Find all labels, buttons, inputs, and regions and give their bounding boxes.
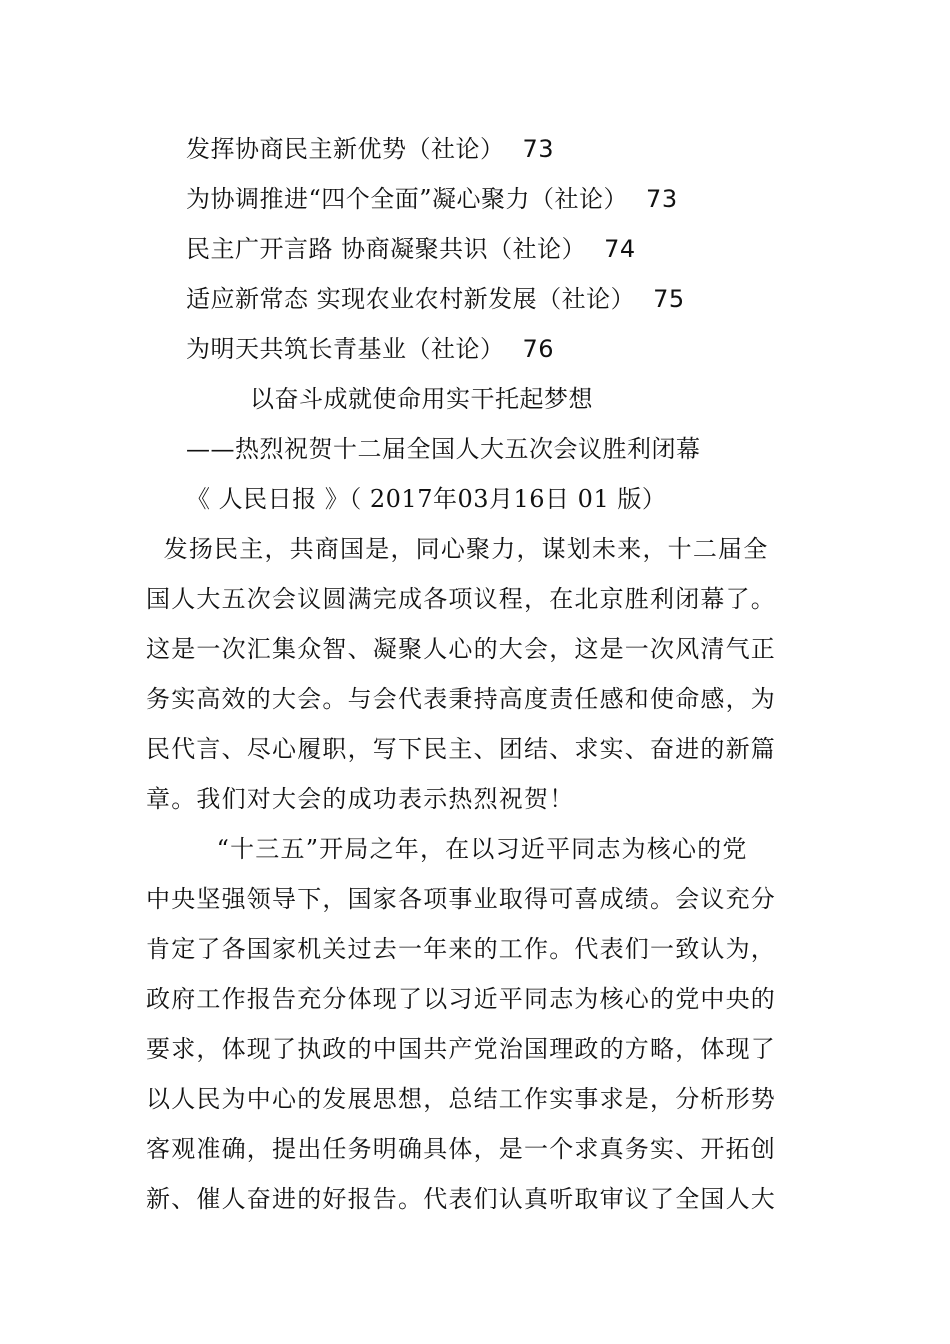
toc-entry-page: 73 — [522, 135, 555, 163]
body-line: 章。我们对大会的成功表示热烈祝贺！ — [146, 785, 575, 813]
body-line: 民代言、尽心履职，写下民主、团结、求实、奋进的新篇 — [146, 735, 776, 763]
toc-entry — [186, 134, 554, 164]
toc-entry-title: 为明天共筑长青基业（社论） — [186, 335, 505, 363]
toc-entry — [186, 284, 685, 314]
body-line: 新、催人奋进的好报告。代表们认真听取审议了全国人大 — [146, 1185, 776, 1213]
body-line: “十三五”开局之年，在以习近平同志为核心的党 — [146, 835, 748, 863]
body-line: 客观准确，提出任务明确具体，是一个求真务实、开拓创 — [146, 1135, 776, 1163]
toc-entry-page: 75 — [653, 285, 685, 313]
body-line: 务实高效的大会。与会代表秉持高度责任感和使命感，为 — [146, 685, 776, 713]
toc-entry-title: 民主广开言路 协商凝聚共识（社论） — [186, 235, 587, 263]
toc-entry-page: 74 — [604, 235, 636, 263]
article-title: 以奋斗成就使命用实干托起梦想 — [250, 385, 593, 413]
body-line: 政府工作报告充分体现了以习近平同志为核心的党中央的 — [146, 985, 776, 1013]
article-subtitle: ——热烈祝贺十二届全国人大五次会议胜利闭幕 — [186, 435, 701, 463]
toc-entry-title: 为协调推进“四个全面”凝心聚力（社论） — [186, 185, 629, 213]
body-line: 发扬民主，共商国是，同心聚力，谋划未来，十二届全 — [146, 535, 769, 563]
toc-entry — [186, 184, 678, 214]
toc-entry-title: 适应新常态 实现农业农村新发展（社论） — [186, 285, 636, 313]
body-line: 要求，体现了执政的中国共产党治国理政的方略，体现了 — [146, 1035, 776, 1063]
toc-entry-page: 73 — [646, 185, 678, 213]
article-source: 《 人民日报 》（ 2017年03月16日 01 版） — [186, 485, 667, 513]
body-line: 这是一次汇集众智、凝聚人心的大会，这是一次风清气正 — [146, 635, 776, 663]
body-line: 中央坚强领导下，国家各项事业取得可喜成绩。会议充分 — [146, 885, 776, 913]
toc-entry-title: 发挥协商民主新优势（社论） — [186, 135, 505, 163]
body-line: 肯定了各国家机关过去一年来的工作。代表们一致认为， — [146, 935, 776, 963]
toc-entry-page: 76 — [522, 335, 555, 363]
toc-entry — [186, 234, 636, 264]
toc-entry — [186, 334, 554, 364]
body-line: 以人民为中心的发展思想，总结工作实事求是，分析形势 — [146, 1085, 776, 1113]
body-line: 国人大五次会议圆满完成各项议程，在北京胜利闭幕了。 — [146, 585, 776, 613]
